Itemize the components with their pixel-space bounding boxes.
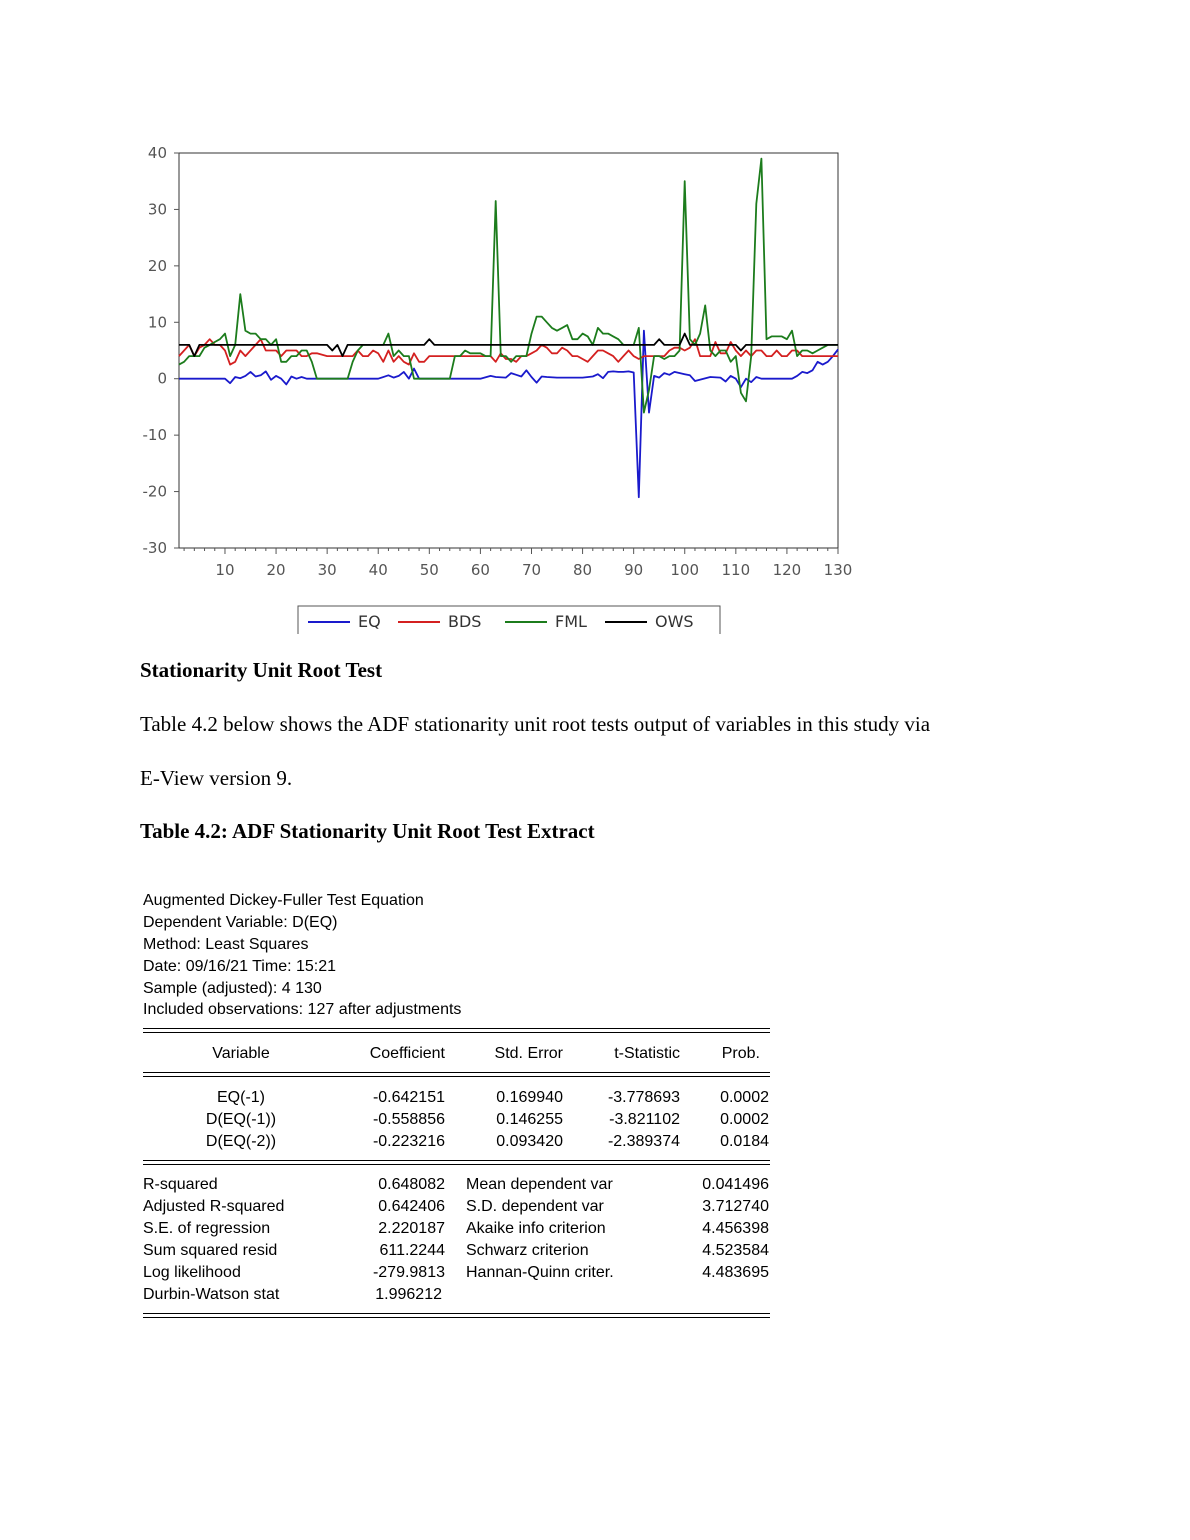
y-tick-label: -10: [142, 426, 167, 445]
legend-label: BDS: [448, 612, 482, 631]
stat-value: 4.483695: [702, 1264, 769, 1281]
legend-label: FML: [555, 612, 587, 631]
stat-label: Adjusted R-squared: [143, 1198, 285, 1215]
line-chart: [130, 138, 860, 640]
series-line-eq: [179, 331, 838, 498]
x-tick-label: 40: [368, 561, 388, 579]
x-tick-label: 120: [772, 561, 802, 579]
legend-label: OWS: [655, 612, 694, 631]
section-heading: Stationarity Unit Root Test: [140, 658, 383, 682]
table-cell: D(EQ(-2)): [205, 1133, 277, 1150]
table-cell: -3.778693: [607, 1089, 680, 1106]
column-header: Coefficient: [369, 1045, 445, 1062]
x-axis: [184, 548, 852, 579]
table-cell: 0.146255: [496, 1111, 563, 1128]
table-rule: [143, 1072, 770, 1073]
adf-header-line: Dependent Variable: D(EQ): [143, 914, 338, 931]
paragraph-line-2: E-View version 9.: [140, 766, 293, 790]
table-cell: -3.821102: [609, 1111, 680, 1128]
stat-label: Hannan-Quinn criter.: [466, 1264, 614, 1281]
paragraph-line-1: Table 4.2 below shows the ADF stationarity unit root tests output of variables in this study via: [140, 712, 931, 736]
stat-label: Durbin-Watson stat: [143, 1286, 280, 1303]
table-cell: 0.0002: [720, 1089, 769, 1106]
table-cell: EQ(-1): [217, 1089, 265, 1106]
stat-value: 2.220187: [378, 1220, 445, 1237]
series-layer: [179, 159, 838, 498]
stat-value: 4.523584: [702, 1242, 769, 1259]
y-axis: [143, 144, 180, 557]
stat-label: Akaike info criterion: [466, 1220, 606, 1237]
stat-value: 1.996212: [375, 1286, 442, 1303]
column-header: Prob.: [721, 1045, 760, 1062]
legend: [298, 606, 720, 634]
column-header: t-Statistic: [614, 1045, 680, 1062]
x-tick-label: 20: [266, 561, 286, 579]
stat-label: S.E. of regression: [143, 1220, 271, 1237]
stat-label: Schwarz criterion: [466, 1242, 589, 1259]
table-cell: 0.169940: [496, 1089, 563, 1106]
y-tick-label: 10: [147, 313, 167, 332]
y-tick-label: 20: [147, 256, 167, 275]
stat-label: Log likelihood: [143, 1264, 241, 1281]
y-tick-label: 30: [147, 200, 167, 219]
adf-header-line: Augmented Dickey-Fuller Test Equation: [143, 892, 424, 909]
table-cell: -0.642151: [372, 1089, 445, 1106]
table-rule: [143, 1076, 770, 1077]
table-cell: -0.558856: [372, 1111, 445, 1128]
adf-header-line: Date: 09/16/21 Time: 15:21: [143, 958, 337, 975]
table-rule: [143, 1028, 770, 1029]
x-tick-label: 90: [624, 561, 644, 579]
table-cell: 0.093420: [496, 1133, 563, 1150]
y-tick-label: 0: [157, 369, 167, 388]
table-cell: 0.0184: [720, 1133, 769, 1150]
x-tick-label: 70: [521, 561, 542, 579]
adf-header-line: Method: Least Squares: [143, 936, 309, 953]
x-tick-label: 60: [470, 561, 490, 579]
stat-value: 0.041496: [702, 1176, 769, 1193]
stat-value: -279.9813: [372, 1264, 445, 1281]
stat-value: 0.648082: [378, 1176, 445, 1193]
table-rule: [143, 1313, 770, 1314]
legend-label: EQ: [358, 612, 381, 631]
y-tick-label: 40: [147, 144, 167, 162]
stat-label: Mean dependent var: [466, 1176, 613, 1193]
table-rule: [143, 1032, 770, 1033]
table-rule: [143, 1160, 770, 1161]
adf-header-line: Included observations: 127 after adjustments: [143, 1001, 462, 1018]
table-rule: [143, 1164, 770, 1165]
stat-label: R-squared: [143, 1176, 218, 1193]
stat-value: 3.712740: [702, 1198, 769, 1215]
column-header: Variable: [212, 1045, 270, 1062]
stat-value: 611.2244: [379, 1242, 445, 1259]
x-tick-label: 30: [317, 561, 337, 579]
y-tick-label: -30: [142, 539, 167, 557]
table-cell: -2.389374: [607, 1133, 680, 1150]
x-tick-label: 50: [419, 561, 439, 579]
x-tick-label: 130: [823, 561, 853, 579]
x-tick-label: 80: [573, 561, 593, 579]
stat-label: Sum squared resid: [143, 1242, 278, 1259]
stat-value: 4.456398: [702, 1220, 769, 1237]
adf-header-line: Sample (adjusted): 4 130: [143, 980, 322, 997]
column-header: Std. Error: [494, 1045, 563, 1062]
table-cell: D(EQ(-1)): [205, 1111, 277, 1128]
stat-label: S.D. dependent var: [466, 1198, 604, 1215]
table-cell: 0.0002: [720, 1111, 769, 1128]
x-tick-label: 110: [721, 561, 751, 579]
x-tick-label: 10: [215, 561, 235, 579]
table-rule: [143, 1317, 770, 1318]
stat-value: 0.642406: [378, 1198, 445, 1215]
y-tick-label: -20: [142, 482, 167, 501]
table-title: Table 4.2: ADF Stationarity Unit Root Test Extract: [140, 819, 595, 843]
table-cell: -0.223216: [372, 1133, 445, 1150]
x-tick-label: 100: [670, 561, 700, 579]
